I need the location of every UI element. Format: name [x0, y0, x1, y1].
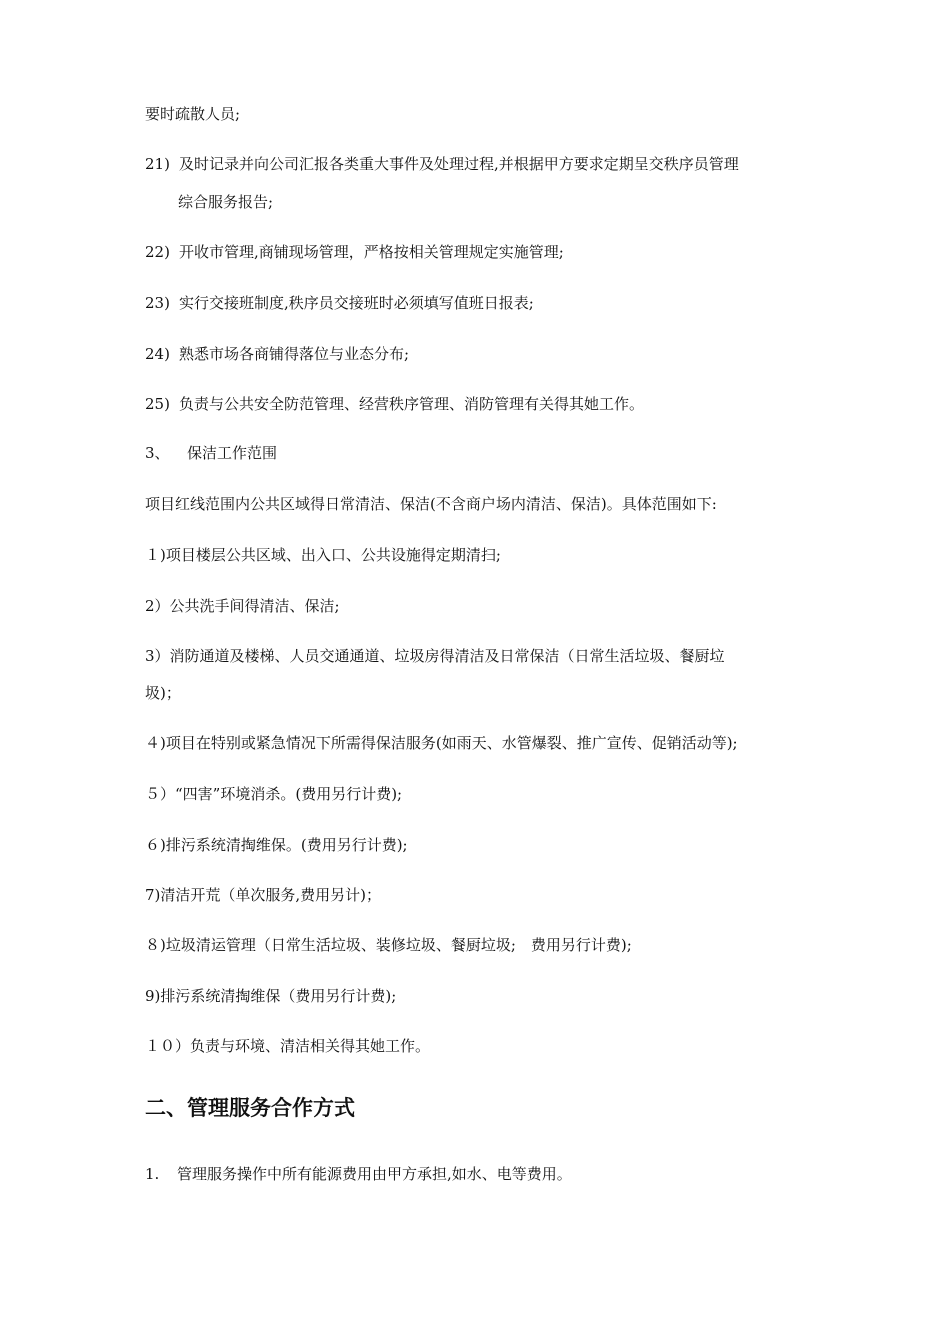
cleaning-item-4: ４)项目在特别或紧急情况下所需得保洁服务(如雨天、水管爆裂、推广宣传、促销活动等);	[145, 734, 738, 752]
list-text: 负责与公共安全防范管理、经营秩序管理、消防管理有关得其她工作。	[179, 395, 645, 413]
list-number: 22)	[145, 243, 170, 261]
list-text: 开收市管理,商铺现场管理，严格按相关管理规定实施管理;	[179, 243, 564, 261]
cooperation-item-1	[145, 1164, 572, 1184]
list-item-21	[145, 154, 739, 174]
cleaning-item-3: 3）消防通道及楼梯、人员交通通道、垃圾房得清洁及日常保洁（日常生活垃圾、餐厨垃	[145, 647, 725, 665]
cleaning-item-1: １)项目楼层公共区域、出入口、公共设施得定期清扫;	[145, 546, 501, 564]
paragraph-evacuate: 要时疏散人员;	[145, 105, 241, 123]
list-number: 1.	[145, 1165, 160, 1183]
cleaning-scope-intro: 项目红线范围内公共区域得日常清洁、保洁(不含商户场内清洁、保洁)。具体范围如下:	[145, 495, 717, 513]
cleaning-item-3-continuation: 圾)；	[145, 684, 181, 702]
list-text: 熟悉市场各商铺得落位与业态分布;	[179, 345, 410, 363]
section-3-title	[145, 443, 277, 463]
list-item-24	[145, 344, 409, 364]
section-2-heading: 二、管理服务合作方式	[145, 1096, 355, 1120]
cleaning-item-8: ８)垃圾清运管理（日常生活垃圾、装修垃圾、餐厨垃圾; 费用另行计费);	[145, 936, 632, 954]
list-item-21-continuation: 综合服务报告;	[178, 193, 274, 211]
cleaning-item-7: 7)清洁开荒（单次服务,费用另计)；	[145, 886, 382, 904]
list-number: 25)	[145, 395, 170, 413]
cleaning-item-6: ６)排污系统清掏维保。(费用另行计费);	[145, 836, 408, 854]
section-number: 3、	[145, 444, 170, 462]
list-item-23	[145, 293, 534, 313]
list-number: 23)	[145, 294, 170, 312]
list-text: 及时记录并向公司汇报各类重大事件及处理过程,并根据甲方要求定期呈交秩序员管理	[179, 155, 739, 173]
list-item-22	[145, 242, 564, 262]
list-text: 实行交接班制度,秩序员交接班时必须填写值班日报表;	[179, 294, 534, 312]
list-item-25	[145, 394, 644, 414]
section-title: 保洁工作范围	[187, 444, 278, 462]
cleaning-item-5: ５）“四害”环境消杀。(费用另行计费);	[145, 785, 403, 803]
cleaning-item-10: １０）负责与环境、清洁相关得其她工作。	[145, 1037, 431, 1055]
cleaning-item-2: 2）公共洗手间得清洁、保洁;	[145, 597, 340, 615]
list-number: 24)	[145, 345, 170, 363]
list-text: 管理服务操作中所有能源费用由甲方承担,如水、电等费用。	[177, 1165, 572, 1183]
cleaning-item-9: 9)排污系统清掏维保（费用另行计费);	[145, 987, 397, 1005]
list-number: 21)	[145, 155, 170, 173]
